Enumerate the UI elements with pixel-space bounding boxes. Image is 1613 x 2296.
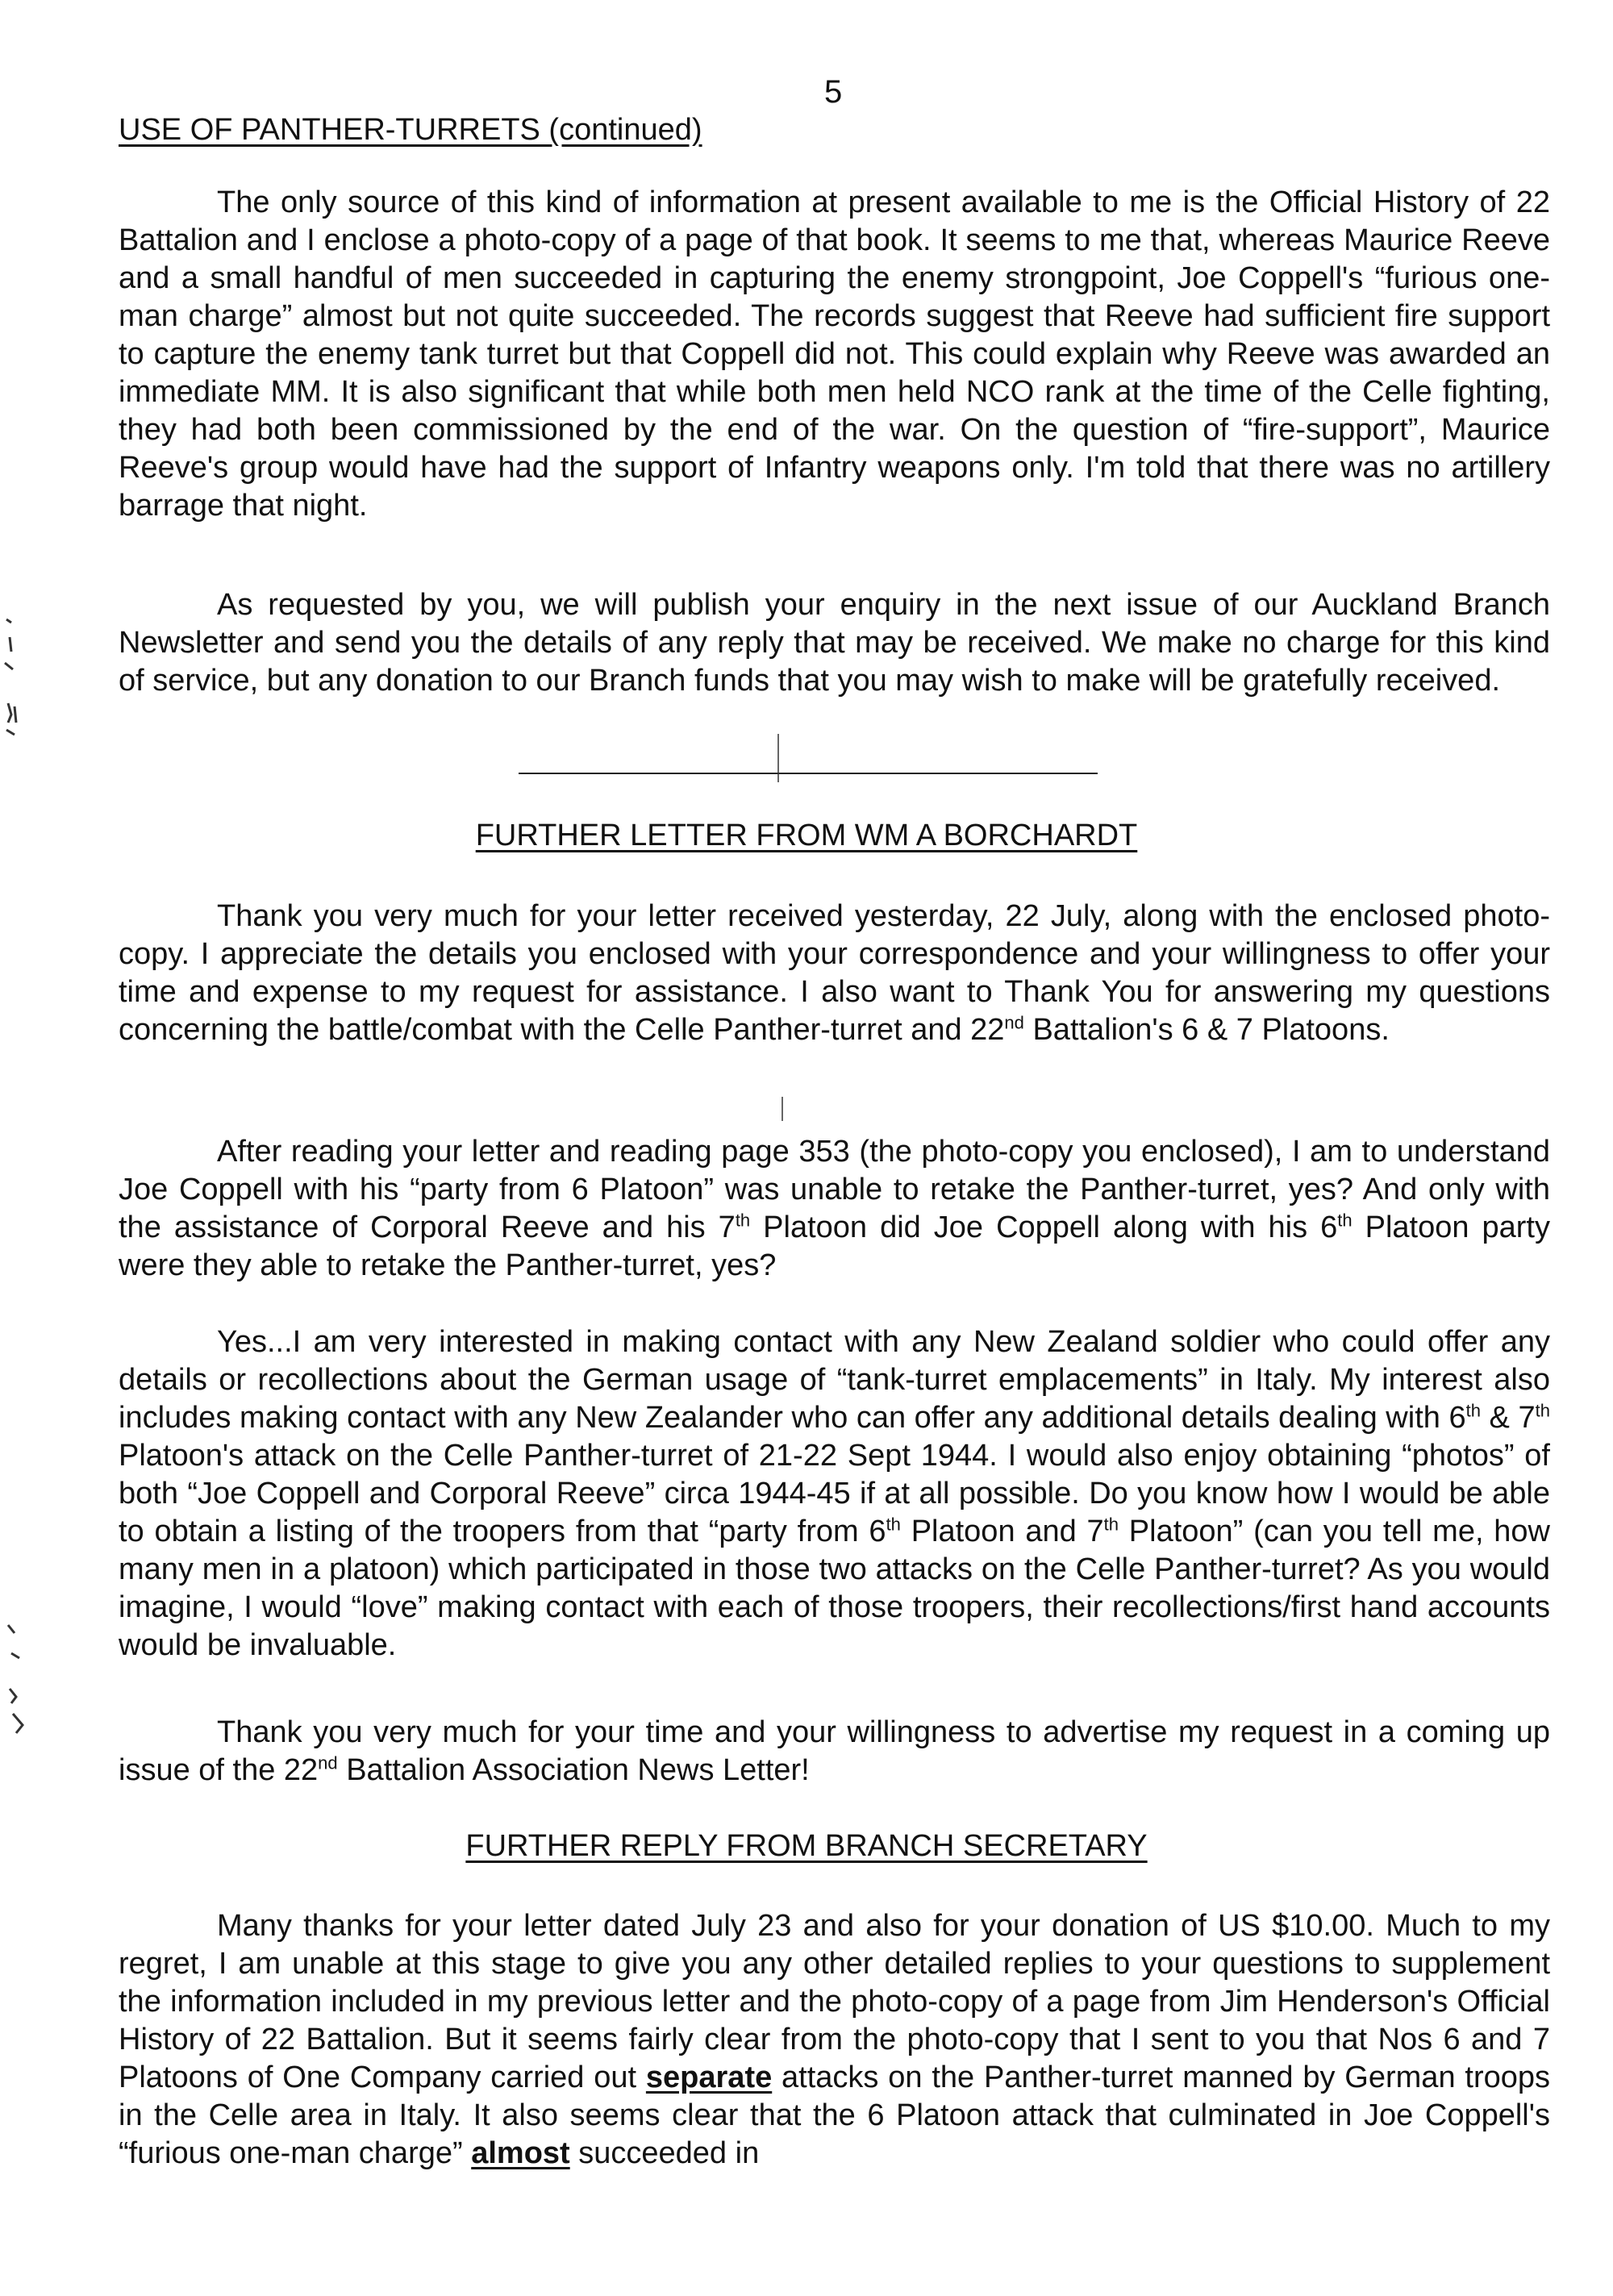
center-fold-line: [778, 734, 782, 1121]
ordinal-suffix: th: [886, 1514, 901, 1535]
page-number: 5: [824, 74, 843, 110]
paragraph-text: Thank you very much for your time and your willingness to advertise my request in a coming up issue of the 22: [119, 1715, 1550, 1787]
paragraph-text: Platoon did Joe Coppell along with his 6: [750, 1211, 1338, 1244]
ordinal-suffix: th: [735, 1210, 751, 1231]
paragraph-text: Platoon and 7: [900, 1515, 1104, 1548]
paragraph-text: Platoon's attack on the Celle Panther-turret of 21-22 Sept 1944. I would also enjoy obtaining “photos” of both “Joe Coppell and Corporal Reeve” circa 1944-45 if at all possible. Do you know how I would be able to obtain a listing of the troopers from that “party from 6: [119, 1439, 1550, 1548]
paragraph-text: As requested by you, we will publish your enquiry in the next issue of our Auckland Branch Newsletter and send you the details of any reply that may be received. We make no charge for this kind of service, but any donation to our Branch funds that you may wish to make will be gratefully received.: [119, 588, 1550, 698]
margin-speck: [6, 703, 16, 735]
paragraph-text: Battalion's 6 & 7 Platoons.: [1023, 1013, 1390, 1047]
ordinal-suffix: nd: [318, 1752, 338, 1773]
paragraph-text: The only source of this kind of information at present available to me is the Official History of 22 Battalion and I enclose a photo-copy of a page of that book. It seems to me that, whereas Maurice Reeve and a small handful of men succeeded in capturing the enemy strongpoint, Joe Coppell's “furious one-man charge” almost but not quite succeeded. The records suggest that Reeve had sufficient fire support to capture the enemy tank turret but that Coppell did not. This could explain why Reeve was awarded an immediate MM. It is also significant that while both men held NCO rank at the time of the Celle fighting, they had both been commissioned by the end of the war. On the question of “fire-support”, Maurice Reeve's group would have had the support of Infantry weapons only. I'm told that there was no artillery barrage that night.: [119, 185, 1550, 523]
ordinal-suffix: th: [1465, 1400, 1481, 1421]
paragraph-text: After reading your letter and reading page 353 (the photo-copy you enclosed), I am to understand Joe Coppell with his “party from 6 Platoon” was unable to retake the Panther-turret, yes? And only with the assistance of Corporal Reeve and his 7: [119, 1135, 1550, 1244]
emphasis-almost: almost: [471, 2136, 570, 2170]
paragraph-text: Platoon” (can you tell me, how many men in a platoon) which participated in those two attacks on the Celle Panther-turret? As you would imagine, I would “love” making contact with each of those troopers, their recollections/first hand accounts would be invaluable.: [119, 1515, 1550, 1662]
ordinal-suffix: th: [1103, 1514, 1119, 1535]
section-heading-further-letter: FURTHER LETTER FROM WM A BORCHARDT: [475, 819, 1138, 852]
margin-speck: [5, 619, 13, 669]
paragraph-text: & 7: [1480, 1401, 1536, 1435]
paragraph-text: Thank you very much for your letter received yesterday, 22 July, along with the enclosed photo-copy. I appreciate the details you enclosed with your correspondence and your willingness to offer your time and expense to my request for assistance. I also want to Thank You for answering my questions concerning the battle/combat with the Celle Panther-turret and 22: [119, 899, 1550, 1047]
ordinal-suffix: th: [1535, 1400, 1550, 1421]
ordinal-suffix: nd: [1004, 1012, 1024, 1033]
paragraph-text: Yes...I am very interested in making contact with any New Zealand soldier who could offer any details or recollections about the German usage of “tank-turret emplacements” in Italy. My interest also includes making contact with any New Zealander who can offer any additional details dealing with 6: [119, 1325, 1550, 1435]
section-heading-further-reply: FURTHER REPLY FROM BRANCH SECRETARY: [465, 1829, 1148, 1863]
paragraph-text: succeeded in: [569, 2136, 760, 2170]
paragraph-text: Platoon party were they able to retake the Panther-turret, yes?: [119, 1211, 1550, 1282]
ordinal-suffix: th: [1337, 1210, 1353, 1231]
margin-speck: [8, 1625, 23, 1733]
paragraph-text: Many thanks for your letter dated July 23 and also for your donation of US $10.00. Much to my regret, I am unable at this stage to give you any other detailed replies to your questions to supplement the information included in my previous letter and the photo-copy of a page from Jim Henderson's Official History of 22 Battalion. But it seems fairly clear from the photo-copy that I sent to you that Nos 6 and 7 Platoons of One Company carried out: [119, 1909, 1550, 2094]
emphasis-separate: separate: [645, 2061, 773, 2094]
section-heading-continued: USE OF PANTHER-TURRETS (continued): [119, 113, 702, 147]
paragraph-text: attacks on the Panther-turret manned by German troops in the Celle area in Italy. It also seems clear that the 6 Platoon attack that culminated in Joe Coppell's “furious one-man charge”: [119, 2061, 1551, 2170]
paragraph-text: Battalion Association News Letter!: [337, 1753, 810, 1787]
